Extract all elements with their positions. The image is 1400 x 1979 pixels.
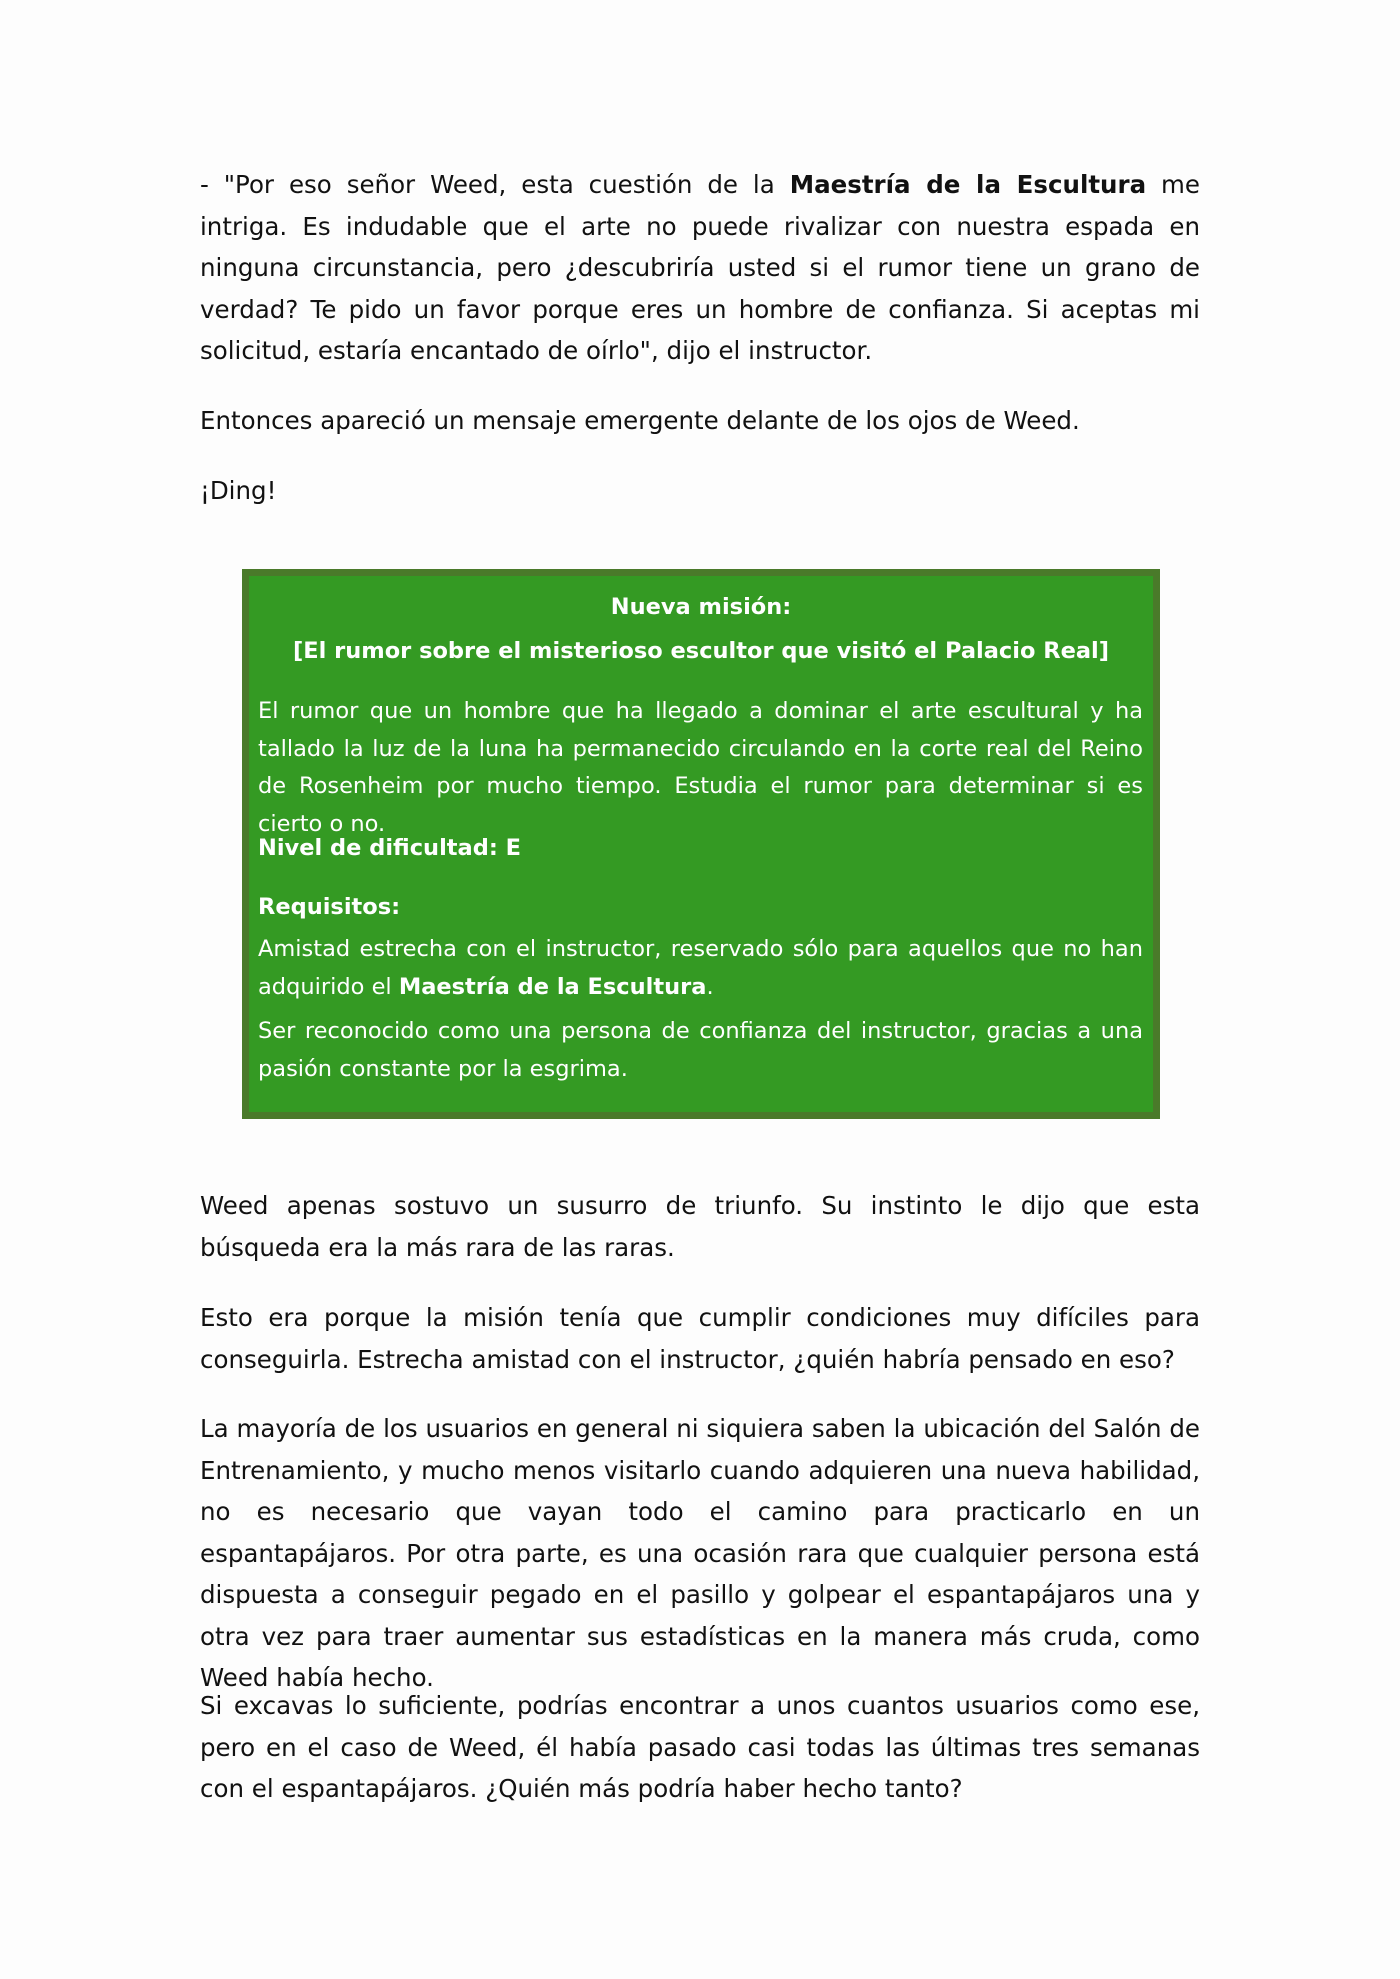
paragraph-ding: ¡Ding! bbox=[200, 476, 277, 505]
bold-skill-name: Maestría de la Escultura bbox=[398, 973, 707, 1000]
quest-description: El rumor que un hombre que ha llegado a dominar el arte escultural y ha tallado la luz de la luna ha permanecido circulando en la corte real del Reino de Rosenheim por mucho tiempo. Estudia el rumor para determinar si es cierto o no. bbox=[258, 698, 1143, 837]
bold-skill-name: Maestría de la Escultura bbox=[789, 170, 1147, 199]
quest-name: [El rumor sobre el misterioso escultor que visitó el Palacio Real] bbox=[292, 638, 1110, 664]
paragraph-text: me intriga. Es indudable que el arte no puede rivalizar con nuestra espada en ninguna circunstancia, pero ¿descubriría usted si el rumor tiene un grano de verdad? Te pido un favor porque eres un hombre de confianza. Si aceptas mi solicitud, estaría encantado de oírlo", dijo el instructor. bbox=[200, 170, 1200, 365]
quest-requirement-friendship bbox=[258, 931, 1143, 1006]
paragraph-popup-message: Entonces apareció un mensaje emergente delante de los ojos de Weed. bbox=[200, 406, 1080, 435]
requirement-text: Amistad estrecha con el instructor, reservado sólo para aquellos que no han adquirido el bbox=[258, 936, 1143, 1000]
requirement-text: . bbox=[706, 973, 714, 1000]
paragraph-users-training: La mayoría de los usuarios en general ni siquiera saben la ubicación del Salón de Entrenamiento, y mucho menos visitarlo cuando adquieren una nueva habilidad, no es necesario que vayan todo el camino para practicarlo en un espantapájaros. Por otra parte, es una ocasión rara que cualquier persona está dispuesta a conseguir pegado en el pasillo y golpear el espantapájaros una y otra vez para traer aumentar sus estadísticas en la manera más cruda, como Weed había hecho. bbox=[200, 1414, 1200, 1692]
quest-difficulty: Nivel de dificultad: E bbox=[258, 835, 522, 861]
paragraph-text: - "Por eso señor Weed, esta cuestión de la bbox=[200, 170, 790, 199]
quest-notification-box bbox=[242, 569, 1160, 1119]
paragraph-instructor-request bbox=[200, 164, 1200, 372]
quest-requirement-trust: Ser reconocido como una persona de confianza del instructor, gracias a una pasión constante por la esgrima. bbox=[258, 1018, 1143, 1082]
quest-requirements-label: Requisitos: bbox=[258, 894, 401, 920]
paragraph-triumph: Weed apenas sostuvo un susurro de triunfo. Su instinto le dijo que esta búsqueda era la más rara de las raras. bbox=[200, 1191, 1200, 1262]
quest-heading: Nueva misión: bbox=[610, 594, 792, 620]
paragraph-scarecrow: Si excavas lo suficiente, podrías encontrar a unos cuantos usuarios como ese, pero en el caso de Weed, él había pasado casi todas las últimas tres semanas con el espantapájaros. ¿Quién más podría haber hecho tanto? bbox=[200, 1691, 1200, 1803]
paragraph-difficult-conditions: Esto era porque la misión tenía que cumplir condiciones muy difíciles para conseguirla. Estrecha amistad con el instructor, ¿quién habría pensado en eso? bbox=[200, 1303, 1200, 1374]
